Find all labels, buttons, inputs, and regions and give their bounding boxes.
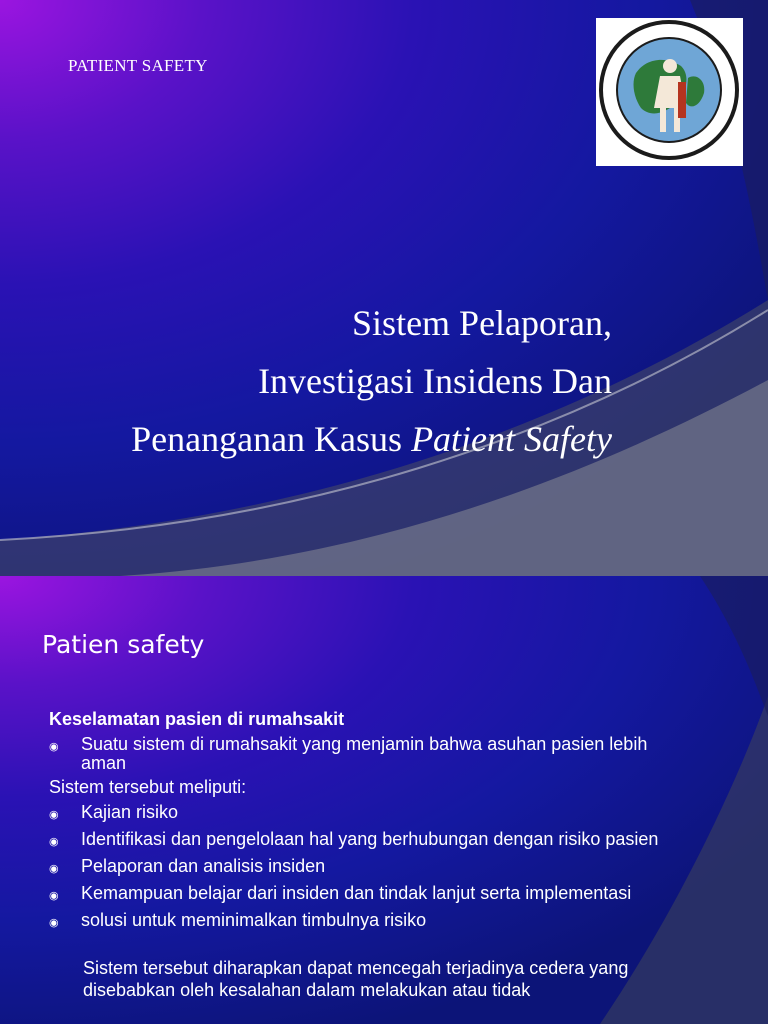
list-item <box>49 884 669 906</box>
content-heading: Keselamatan pasien di rumahsakit <box>49 709 345 729</box>
title-line-2: Investigasi Insidens Dan <box>258 361 612 401</box>
content-slide <box>0 576 768 1024</box>
bullet-icon: ◉ <box>49 741 59 753</box>
title-line-3 <box>52 410 612 468</box>
bullet-icon: ◉ <box>49 917 59 929</box>
presentation-title <box>52 294 612 468</box>
intro-bullet-text: Suatu sistem di rumahsakit yang menjamin bahwa asuhan pasien lebih aman <box>81 734 648 773</box>
title-line-1: Sistem Pelaporan, <box>352 303 612 343</box>
title-line-3-plain: Penanganan Kasus <box>131 419 412 459</box>
slide-content <box>49 710 669 1001</box>
list-item <box>49 857 669 879</box>
bullet-icon: ◉ <box>49 809 59 821</box>
institution-logo <box>596 18 743 166</box>
seal-icon <box>596 18 743 166</box>
bullet-text: Identifikasi dan pengelolaan hal yang berhubungan dengan risiko pasien <box>81 829 659 849</box>
bullet-text: Kajian risiko <box>81 802 179 822</box>
closing-paragraph: Sistem tersebut diharapkan dapat mencegah terjadinya cedera yang disebabkan oleh kesalahan dalam melakukan atau tidak <box>83 958 629 1000</box>
list-item <box>49 830 669 852</box>
title-line-3-italic: Patient Safety <box>411 419 612 459</box>
bullet-text: Kemampuan belajar dari insiden dan tindak lanjut serta implementasi <box>81 883 632 903</box>
bullet-icon: ◉ <box>49 836 59 848</box>
list-item <box>49 911 669 933</box>
header-title: PATIENT SAFETY <box>68 56 208 75</box>
list-item <box>49 803 669 825</box>
bullet-icon: ◉ <box>49 890 59 902</box>
list-item <box>49 735 669 773</box>
bullet-text: Pelaporan dan analisis insiden <box>81 856 326 876</box>
bullet-icon: ◉ <box>49 863 59 875</box>
slide-title: Patien safety <box>42 630 205 659</box>
bullet-text: solusi untuk meminimalkan timbulnya risiko <box>81 910 427 930</box>
content-subheading: Sistem tersebut meliputi: <box>49 777 247 797</box>
